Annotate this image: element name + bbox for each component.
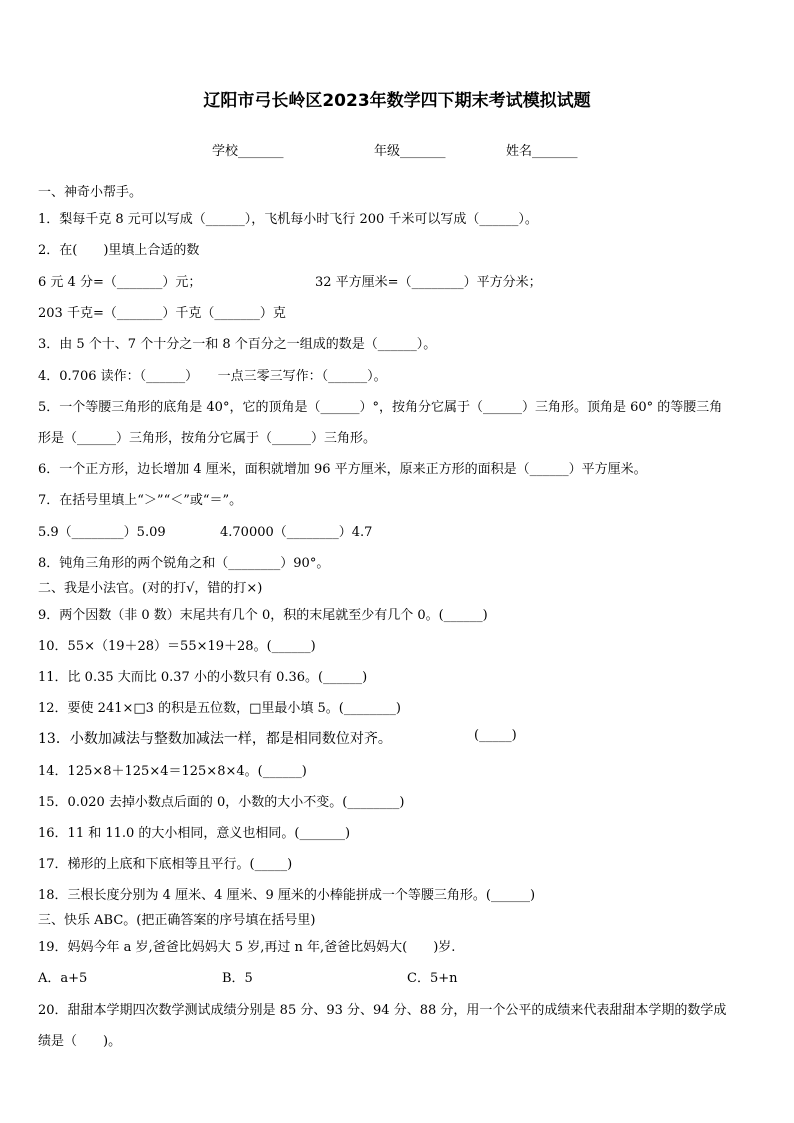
question-20-line-1: 20．甜甜本学期四次数学测试成绩分别是 85 分、93 分、94 分、88 分，用一个公平的成绩来代表甜甜本学期的数学成 (38, 1003, 727, 1018)
question-7: 7．在括号里填上“＞”“＜”或“＝”。 (38, 493, 243, 508)
name-field: 姓名_______ (506, 144, 578, 159)
question-8: 8．钝角三角形的两个锐角之和（________）90°。 (38, 556, 330, 571)
question-13: 13．小数加减法与整数加减法一样，都是相同数位对齐。 (38, 731, 392, 747)
question-15: 15．0.020 去掉小数点后面的 0，小数的大小不变。(________) (38, 795, 405, 810)
question-2-part-c: 203 千克=（_______）千克（_______）克 (38, 306, 286, 321)
question-11: 11．比 0.35 大而比 0.37 小的小数只有 0.36。(______) (38, 670, 368, 685)
question-3: 3．由 5 个十、7 个十分之一和 8 个百分之一组成的数是（______）。 (38, 337, 437, 352)
section-1-heading: 一、神奇小帮手。 (38, 185, 143, 200)
question-7-part-b: 4.70000（________）4.7 (220, 525, 373, 540)
question-19-option-b: B．5 (222, 971, 253, 986)
question-12: 12．要使 241×□3 的积是五位数，□里最小填 5。(________) (38, 701, 401, 716)
question-19: 19．妈妈今年 a 岁,爸爸比妈妈大 5 岁,再过 n 年,爸爸比妈妈大( )岁. (38, 940, 456, 955)
page-title: 辽阳市弓长岭区2023年数学四下期末考试模拟试题 (203, 91, 591, 111)
question-6: 6．一个正方形，边长增加 4 厘米，面积就增加 96 平方厘米，原来正方形的面积是（______）平方厘米。 (38, 462, 647, 477)
question-19-option-c: C．5+n (407, 971, 458, 986)
grade-field: 年级_______ (374, 144, 446, 159)
question-19-option-a: A．a+5 (38, 971, 88, 986)
question-2-part-a: 6 元 4 分=（_______）元； (38, 275, 202, 290)
question-13-blank: (_____) (474, 728, 517, 743)
question-2-part-b: 32 平方厘米=（________）平方分米； (315, 275, 542, 290)
section-2-heading: 二、我是小法官。(对的打√，错的打×) (38, 581, 263, 596)
section-3-heading: 三、快乐 ABC。(把正确答案的序号填在括号里) (38, 913, 316, 928)
question-17: 17．梯形的上底和下底相等且平行。(_____) (38, 857, 293, 872)
question-4: 4．0.706 读作：（______） 一点三零三写作：（______）。 (38, 369, 387, 384)
school-field: 学校_______ (212, 144, 284, 159)
question-10: 10．55×（19＋28）＝55×19＋28。(______) (38, 639, 316, 654)
question-16: 16．11 和 11.0 的大小相同，意义也相同。(_______) (38, 826, 351, 841)
question-14: 14．125×8＋125×4＝125×8×4。(______) (38, 764, 307, 779)
question-9: 9．两个因数（非 0 数）末尾共有几个 0，积的末尾就至少有几个 0。(______) (38, 608, 488, 623)
question-5-line-1: 5．一个等腰三角形的底角是 40°，它的顶角是（______）°，按角分它属于（______）三角形。顶角是 60° 的等腰三角 (38, 400, 723, 415)
question-5-line-2: 形是（______）三角形，按角分它属于（______）三角形。 (38, 431, 377, 446)
question-20-line-2: 绩是（ )。 (38, 1034, 122, 1049)
question-18: 18．三根长度分别为 4 厘米、4 厘米、9 厘米的小棒能拼成一个等腰三角形。(______) (38, 888, 536, 903)
question-1: 1．梨每千克 8 元可以写成（______），飞机每小时飞行 200 千米可以写成（______）。 (38, 212, 538, 227)
question-7-part-a: 5.9（________）5.09 (38, 525, 166, 540)
question-2: 2．在( )里填上合适的数 (38, 243, 200, 258)
